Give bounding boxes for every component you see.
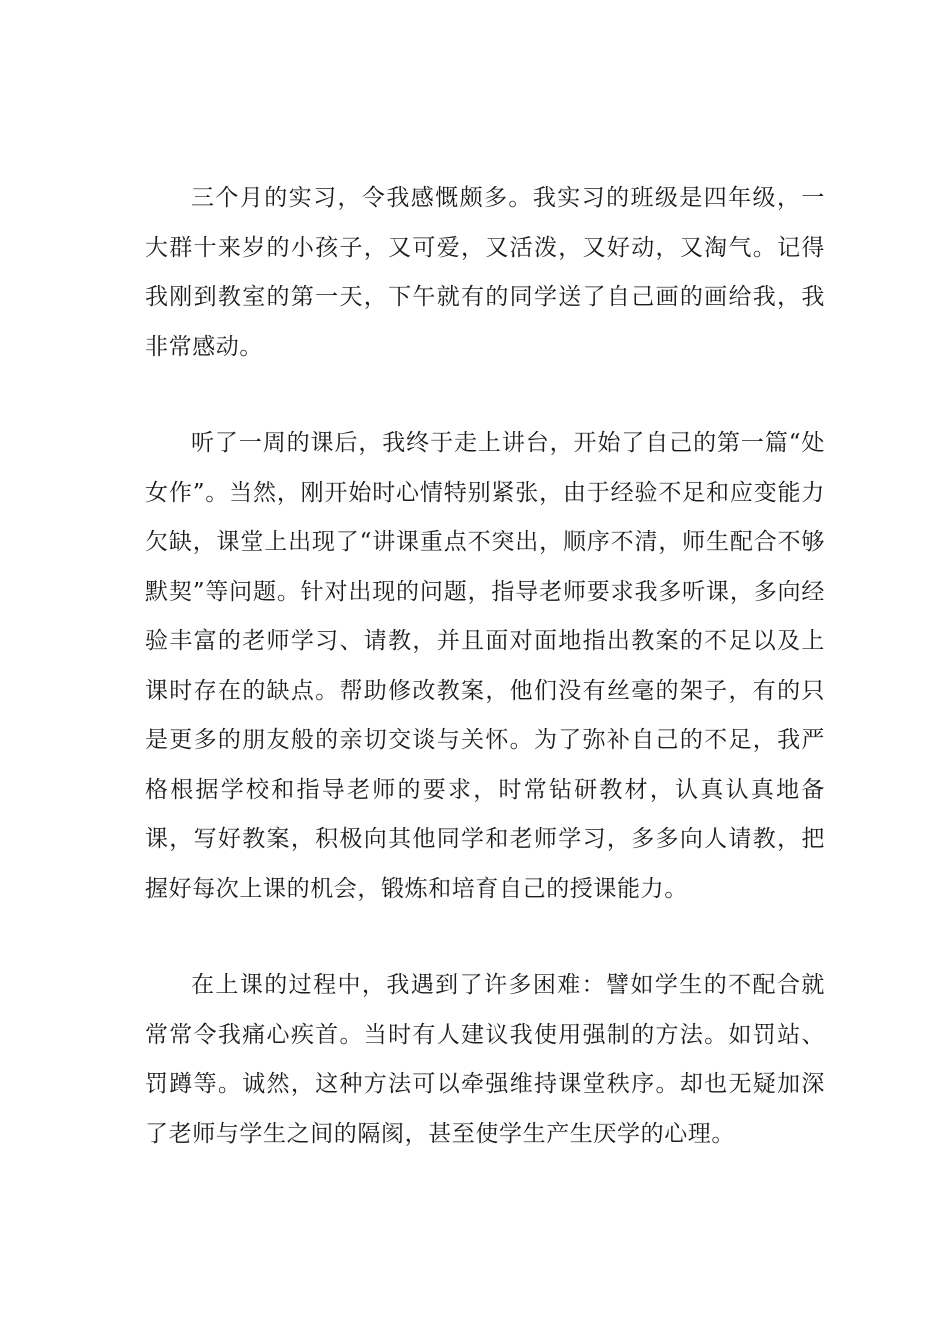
- paragraph-first-lesson: 听了一周的课后，我终于走上讲台，开始了自己的第一篇“处女作”。当然，刚开始时心情特别紧张，由于经验不足和应变能力欠缺，课堂上出现了“讲课重点不突出，顺序不清，师生配合不够默契”等问题。针对出现的问题，指导老师要求我多听课，多向经验丰富的老师学习、请教，并且面对面地指出教案的不足以及上课时存在的缺点。帮助修改教案，他们没有丝毫的架子，有的只是更多的朋友般的亲切交谈与关怀。为了弥补自己的不足，我严格根据学校和指导老师的要求，时常钻研教材，认真认真地备课，写好教案，积极向其他同学和老师学习，多多向人请教，把握好每次上课的机会，锻炼和培育自己的授课能力。: [145, 430, 825, 902]
- paragraph-classroom-difficulties: 在上课的过程中，我遇到了许多困难：譬如学生的不配合就常常令我痛心疾首。当时有人建议我使用强制的方法。如罚站、罚蹲等。诚然，这种方法可以牵强维持课堂秩序。却也无疑加深了老师与学生之间的隔阂，甚至使学生产生厌学的心理。: [145, 972, 825, 1147]
- document-body: [145, 174, 825, 1159]
- paragraph-internship-impression: 三个月的实习，令我感慨颇多。我实习的班级是四年级，一大群十来岁的小孩子，又可爱，又活泼，又好动，又淘气。记得我刚到教室的第一天，下午就有的同学送了自己画的画给我，我非常感动。: [145, 185, 825, 360]
